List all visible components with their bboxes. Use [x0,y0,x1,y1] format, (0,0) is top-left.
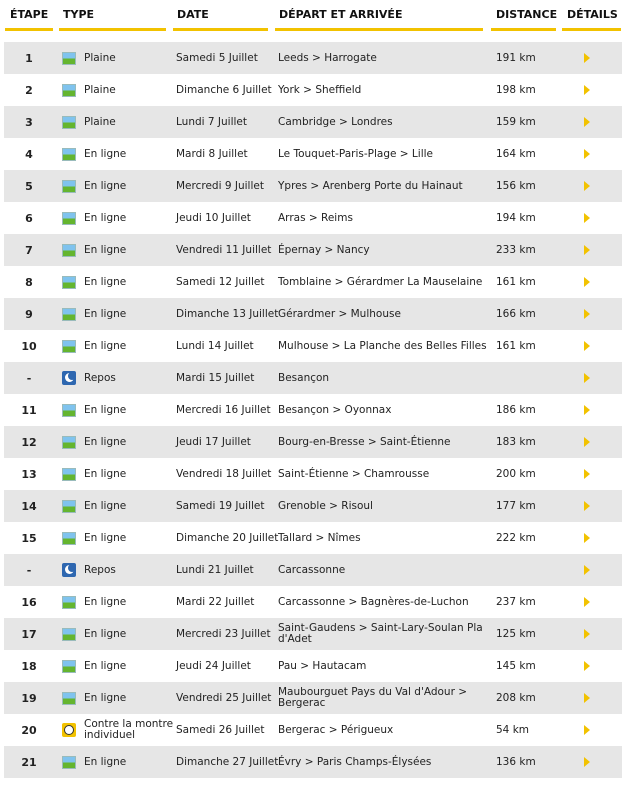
details-button[interactable] [584,618,596,650]
stage-type-icon-wrap [62,298,76,330]
table-row [4,554,622,586]
stage-type: En ligne [84,243,127,256]
stage-number: 3 [25,115,33,129]
rest-day-icon [62,371,76,385]
flat-terrain-icon [62,692,76,705]
stage-distance: 186 km [496,404,536,416]
stage-number: 18 [21,659,37,673]
stage-route: Carcassonne > Bagnères-de-Luchon [278,595,469,608]
rest-day-icon [62,563,76,577]
details-button[interactable] [584,298,596,330]
stage-number: 17 [21,627,37,641]
stage-type-icon-wrap [62,170,76,202]
stage-number: 13 [21,467,37,481]
stage-route: York > Sheffield [278,83,362,96]
stage-distance: 161 km [496,276,536,288]
stage-type: Plaine [84,115,116,128]
stage-type: En ligne [84,467,127,480]
details-button[interactable] [584,426,596,458]
table-row [4,490,622,522]
flat-terrain-icon [62,84,76,97]
stage-date: Lundi 21 Juillet [176,564,254,576]
stage-number: 12 [21,435,37,449]
stage-type-icon-wrap [62,586,76,618]
stage-type: En ligne [84,755,127,768]
header-underline [275,28,483,31]
details-button[interactable] [584,458,596,490]
stage-number: 6 [25,211,33,225]
play-arrow-icon [584,373,590,383]
stage-route: Bourg-en-Bresse > Saint-Étienne [278,435,451,448]
stage-type-icon-wrap [62,426,76,458]
table-row [4,618,622,650]
play-arrow-icon [584,725,590,735]
time-trial-clock-icon [62,723,76,737]
stage-number: 2 [25,83,33,97]
stage-type: Contre la montre individuel [84,718,174,741]
table-row [4,426,622,458]
header-etape: ÉTAPE [10,8,49,21]
play-arrow-icon [584,661,590,671]
play-arrow-icon [584,629,590,639]
stage-type-icon-wrap [62,42,76,74]
stage-type: Plaine [84,83,116,96]
stage-date: Mardi 8 Juillet [176,148,248,160]
stage-number: - [26,563,32,577]
stage-distance: 222 km [496,532,536,544]
table-row [4,362,622,394]
stage-type-icon-wrap [62,490,76,522]
flat-terrain-icon [62,308,76,321]
stage-type-icon-wrap [62,746,76,778]
play-arrow-icon [584,181,590,191]
stage-type-icon-wrap [62,234,76,266]
header-underline [491,28,556,31]
play-arrow-icon [584,341,590,351]
stage-date: Mercredi 16 Juillet [176,404,271,416]
stage-date: Lundi 14 Juillet [176,340,254,352]
stage-route: Besançon > Oyonnax [278,403,392,416]
stage-type-icon-wrap [62,618,76,650]
stage-type: En ligne [84,339,127,352]
table-row [4,74,622,106]
stage-date: Vendredi 18 Juillet [176,468,272,480]
play-arrow-icon [584,693,590,703]
stage-distance: 208 km [496,692,536,704]
flat-terrain-icon [62,52,76,65]
play-arrow-icon [584,245,590,255]
stage-type-icon-wrap [62,106,76,138]
table-row [4,106,622,138]
table-row [4,138,622,170]
stage-distance: 237 km [496,596,536,608]
stage-route: Le Touquet-Paris-Plage > Lille [278,147,433,160]
stage-distance: 161 km [496,340,536,352]
play-arrow-icon [584,469,590,479]
header-date: DATE [177,8,209,21]
header-underline [562,28,621,31]
stage-date: Vendredi 11 Juillet [176,244,272,256]
stage-type: En ligne [84,595,127,608]
stage-type-icon-wrap [62,266,76,298]
table-row [4,330,622,362]
stage-date: Mardi 22 Juillet [176,596,255,608]
stage-date: Samedi 12 Juillet [176,276,265,288]
stage-type-icon-wrap [62,202,76,234]
stage-date: Jeudi 10 Juillet [176,212,251,224]
stage-number: 10 [21,339,37,353]
stage-type: En ligne [84,659,127,672]
table-row [4,394,622,426]
table-row [4,266,622,298]
table-row [4,586,622,618]
details-button[interactable] [584,106,596,138]
stage-type-icon-wrap [62,714,76,746]
stage-route: Carcassonne [278,563,346,576]
flat-terrain-icon [62,500,76,513]
play-arrow-icon [584,117,590,127]
play-arrow-icon [584,53,590,63]
header-details: DÉTAILS [567,8,618,21]
stage-date: Samedi 5 Juillet [176,52,258,64]
stage-type-icon-wrap [62,554,76,586]
flat-terrain-icon [62,116,76,129]
stage-route: Pau > Hautacam [278,659,367,672]
stage-number: 1 [25,51,33,65]
stage-date: Dimanche 27 Juillet [176,756,279,768]
table-row [4,714,622,746]
stage-route: Leeds > Harrogate [278,51,377,64]
details-button[interactable] [584,746,596,778]
details-button[interactable] [584,362,596,394]
stage-number: 20 [21,723,37,737]
stage-distance: 145 km [496,660,536,672]
stage-route: Saint-Étienne > Chamrousse [278,467,430,480]
table-row [4,298,622,330]
stage-route: Besançon [278,371,330,384]
flat-terrain-icon [62,244,76,257]
flat-terrain-icon [62,756,76,769]
stage-date: Samedi 19 Juillet [176,500,265,512]
header-underline [5,28,53,31]
stage-date: Mercredi 9 Juillet [176,180,264,192]
stage-number: 8 [25,275,33,289]
stage-distance [496,554,556,586]
stage-distance: 198 km [496,84,536,96]
stage-type: En ligne [84,627,127,640]
details-button[interactable] [584,330,596,362]
stage-distance [496,362,556,394]
details-button[interactable] [584,170,596,202]
stage-type: En ligne [84,435,127,448]
stage-date: Jeudi 24 Juillet [176,660,251,672]
stage-number: 5 [25,179,33,193]
stage-route: Cambridge > Londres [278,115,393,128]
header-distance: DISTANCE [496,8,558,21]
play-arrow-icon [584,85,590,95]
play-arrow-icon [584,405,590,415]
stage-type: Repos [84,563,116,576]
stage-number: 7 [25,243,33,257]
stage-distance: 233 km [496,244,536,256]
header-underline [173,28,268,31]
stage-date: Samedi 26 Juillet [176,724,265,736]
stage-distance: 125 km [496,628,536,640]
stage-type: En ligne [84,147,127,160]
stage-type-icon-wrap [62,330,76,362]
stage-route: Arras > Reims [278,211,353,224]
stage-number: 4 [25,147,33,161]
stage-date: Mardi 15 Juillet [176,372,255,384]
stage-number: 19 [21,691,37,705]
stage-type: En ligne [84,211,127,224]
stage-distance: 136 km [496,756,536,768]
stage-type-icon-wrap [62,458,76,490]
stage-number: 16 [21,595,37,609]
stage-route: Ypres > Arenberg Porte du Hainaut [278,179,463,192]
details-button[interactable] [584,42,596,74]
header-underline [59,28,166,31]
stage-type: Plaine [84,51,116,64]
stage-route: Maubourguet Pays du Val d'Adour > Bergerac [278,686,468,709]
stage-route: Mulhouse > La Planche des Belles Filles [278,339,487,352]
table-row [4,458,622,490]
details-button[interactable] [584,490,596,522]
stage-distance: 200 km [496,468,536,480]
stage-type-icon-wrap [62,650,76,682]
stage-type: En ligne [84,499,127,512]
stage-date: Lundi 7 Juillet [176,116,247,128]
details-button[interactable] [584,202,596,234]
table-row [4,42,622,74]
stage-type: En ligne [84,307,127,320]
stage-date: Dimanche 6 Juillet [176,84,272,96]
stage-distance: 194 km [496,212,536,224]
flat-terrain-icon [62,148,76,161]
details-button[interactable] [584,714,596,746]
stage-type: En ligne [84,179,127,192]
details-button[interactable] [584,74,596,106]
stage-route: Tomblaine > Gérardmer La Mauselaine [278,275,483,288]
table-row [4,202,622,234]
stage-distance: 191 km [496,52,536,64]
play-arrow-icon [584,501,590,511]
stage-type-icon-wrap [62,362,76,394]
stage-distance: 166 km [496,308,536,320]
details-button[interactable] [584,682,596,714]
stage-route: Bergerac > Périgueux [278,723,394,736]
stage-number: 9 [25,307,33,321]
stage-date: Dimanche 13 Juillet [176,308,279,320]
stage-route: Tallard > Nîmes [278,531,361,544]
header-route: DÉPART ET ARRIVÉE [279,8,403,21]
stage-type-icon-wrap [62,74,76,106]
stage-number: 21 [21,755,37,769]
table-header [0,0,627,32]
stage-distance: 156 km [496,180,536,192]
table-row [4,650,622,682]
table-row [4,170,622,202]
details-button[interactable] [584,394,596,426]
details-button[interactable] [584,586,596,618]
table-row [4,746,622,778]
stage-route: Évry > Paris Champs-Élysées [278,755,432,768]
details-button[interactable] [584,138,596,170]
stage-date: Dimanche 20 Juillet [176,532,279,544]
details-button[interactable] [584,522,596,554]
details-button[interactable] [584,650,596,682]
stage-type: En ligne [84,403,127,416]
stage-type-icon-wrap [62,522,76,554]
stage-type-icon-wrap [62,682,76,714]
stage-distance: 183 km [496,436,536,448]
table-row [4,682,622,714]
details-button[interactable] [584,266,596,298]
stage-number: 15 [21,531,37,545]
flat-terrain-icon [62,468,76,481]
play-arrow-icon [584,565,590,575]
flat-terrain-icon [62,628,76,641]
details-button[interactable] [584,234,596,266]
stage-route: Saint-Gaudens > Saint-Lary-Soulan Pla d'Adet [278,622,483,645]
stage-date: Jeudi 17 Juillet [176,436,251,448]
stage-date: Mercredi 23 Juillet [176,628,271,640]
stage-distance: 177 km [496,500,536,512]
table-row [4,522,622,554]
play-arrow-icon [584,149,590,159]
flat-terrain-icon [62,276,76,289]
play-arrow-icon [584,533,590,543]
stage-distance: 164 km [496,148,536,160]
details-button[interactable] [584,554,596,586]
stages-table [4,42,622,778]
stage-type: Repos [84,371,116,384]
table-row [4,234,622,266]
header-type: TYPE [63,8,95,21]
stage-number: - [26,371,32,385]
stage-route: Gérardmer > Mulhouse [278,307,401,320]
stage-number: 14 [21,499,37,513]
stage-distance: 54 km [496,724,530,736]
flat-terrain-icon [62,596,76,609]
flat-terrain-icon [62,660,76,673]
flat-terrain-icon [62,180,76,193]
stage-type: En ligne [84,275,127,288]
stage-type: En ligne [84,691,127,704]
flat-terrain-icon [62,436,76,449]
stage-route: Grenoble > Risoul [278,499,373,512]
play-arrow-icon [584,277,590,287]
play-arrow-icon [584,597,590,607]
stage-type-icon-wrap [62,394,76,426]
stage-route: Épernay > Nancy [278,243,370,256]
play-arrow-icon [584,309,590,319]
play-arrow-icon [584,437,590,447]
play-arrow-icon [584,213,590,223]
flat-terrain-icon [62,532,76,545]
stage-number: 11 [21,403,37,417]
flat-terrain-icon [62,340,76,353]
flat-terrain-icon [62,212,76,225]
play-arrow-icon [584,757,590,767]
stage-distance: 159 km [496,116,536,128]
flat-terrain-icon [62,404,76,417]
stage-type: En ligne [84,531,127,544]
stage-date: Vendredi 25 Juillet [176,692,272,704]
stage-type-icon-wrap [62,138,76,170]
